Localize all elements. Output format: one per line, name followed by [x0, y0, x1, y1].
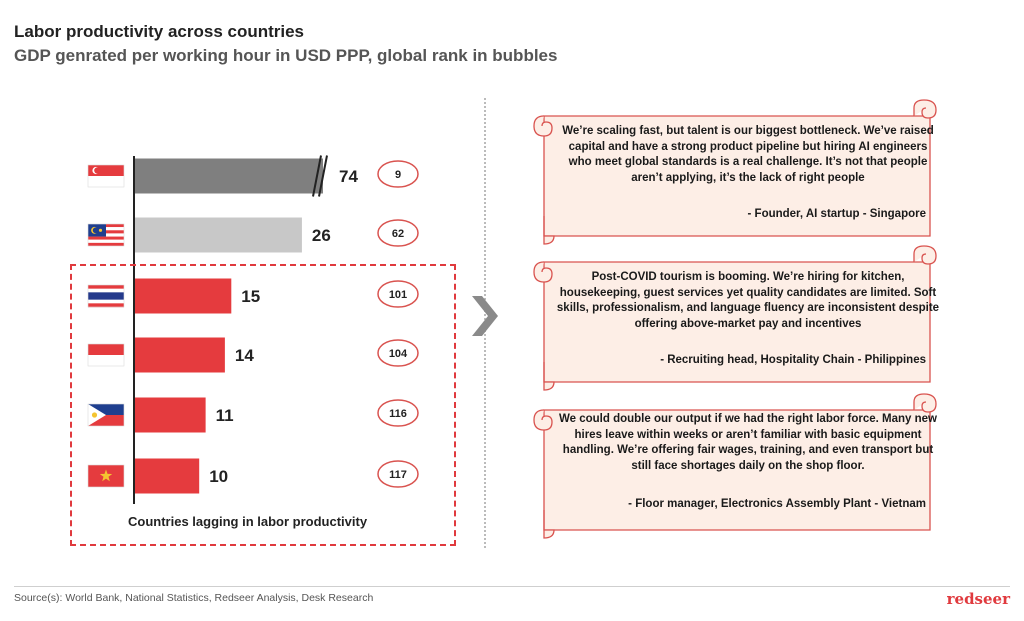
quote-author: - Recruiting head, Hospitality Chain - Philippines — [660, 354, 926, 366]
quote-text: We could double our output if we had the right labor force. Many new hires leave within weeks or aren’t familiar with basic equipment handling. We’re offering fair wages, training, and even transport but still face shortages daily on the shop floor. — [558, 413, 938, 472]
value-label-indonesia: 14 — [234, 346, 254, 365]
quote-card-floor-manager — [532, 392, 944, 540]
flag-malaysia-icon — [88, 224, 124, 246]
quote-author: - Founder, AI startup - Singapore — [747, 208, 926, 220]
rank-label-vietnam: 117 — [389, 469, 407, 481]
value-label-malaysia: 26 — [311, 226, 331, 245]
bar-singapore — [135, 159, 323, 194]
flag-singapore-icon — [88, 165, 124, 187]
rank-label-thailand: 101 — [388, 289, 408, 301]
quote-text: Post-COVID tourism is booming. We’re hiring for kitchen, housekeeping, guest services yet quality candidates are limited. Soft skills, professionalism, and language fluency are inconsistent despite offering above-market pay and incentives — [556, 271, 940, 330]
source-note: Source(s): World Bank, National Statistics, Redseer Analysis, Desk Research — [14, 592, 374, 604]
laggard-group-caption: Countries lagging in labor productivity — [128, 514, 368, 529]
chart-subtitle: GDP genrated per working hour in USD PPP, global rank in bubbles — [14, 46, 558, 65]
quote-text: We’re scaling fast, but talent is our biggest bottleneck. We’ve raised capital and have a strong product pipeline but hiring AI engineers who meet global standards is a real challenge. It’s not that people aren’t applying, it’s the lack of right people — [562, 125, 934, 184]
value-label-vietnam: 10 — [209, 467, 229, 486]
value-label-philippines: 11 — [215, 406, 234, 425]
laggard-group-box — [70, 264, 456, 546]
quote-card-recruiting-head — [532, 244, 944, 392]
redseer-logo: redseer — [946, 590, 1010, 608]
quote-card-founder — [532, 98, 944, 246]
chart-title: Labor productivity across countries — [14, 22, 305, 41]
rank-label-indonesia: 104 — [388, 348, 408, 360]
bar-malaysia — [135, 218, 302, 253]
rank-label-malaysia: 62 — [391, 228, 405, 240]
chevron-right-icon — [472, 296, 498, 336]
footer-divider — [14, 586, 1010, 587]
rank-label-singapore: 9 — [394, 169, 402, 181]
rank-label-philippines: 116 — [389, 408, 407, 420]
quote-author: - Floor manager, Electronics Assembly Plant - Vietnam — [628, 498, 926, 510]
value-label-thailand: 15 — [241, 287, 261, 306]
value-label-singapore: 74 — [339, 167, 358, 186]
